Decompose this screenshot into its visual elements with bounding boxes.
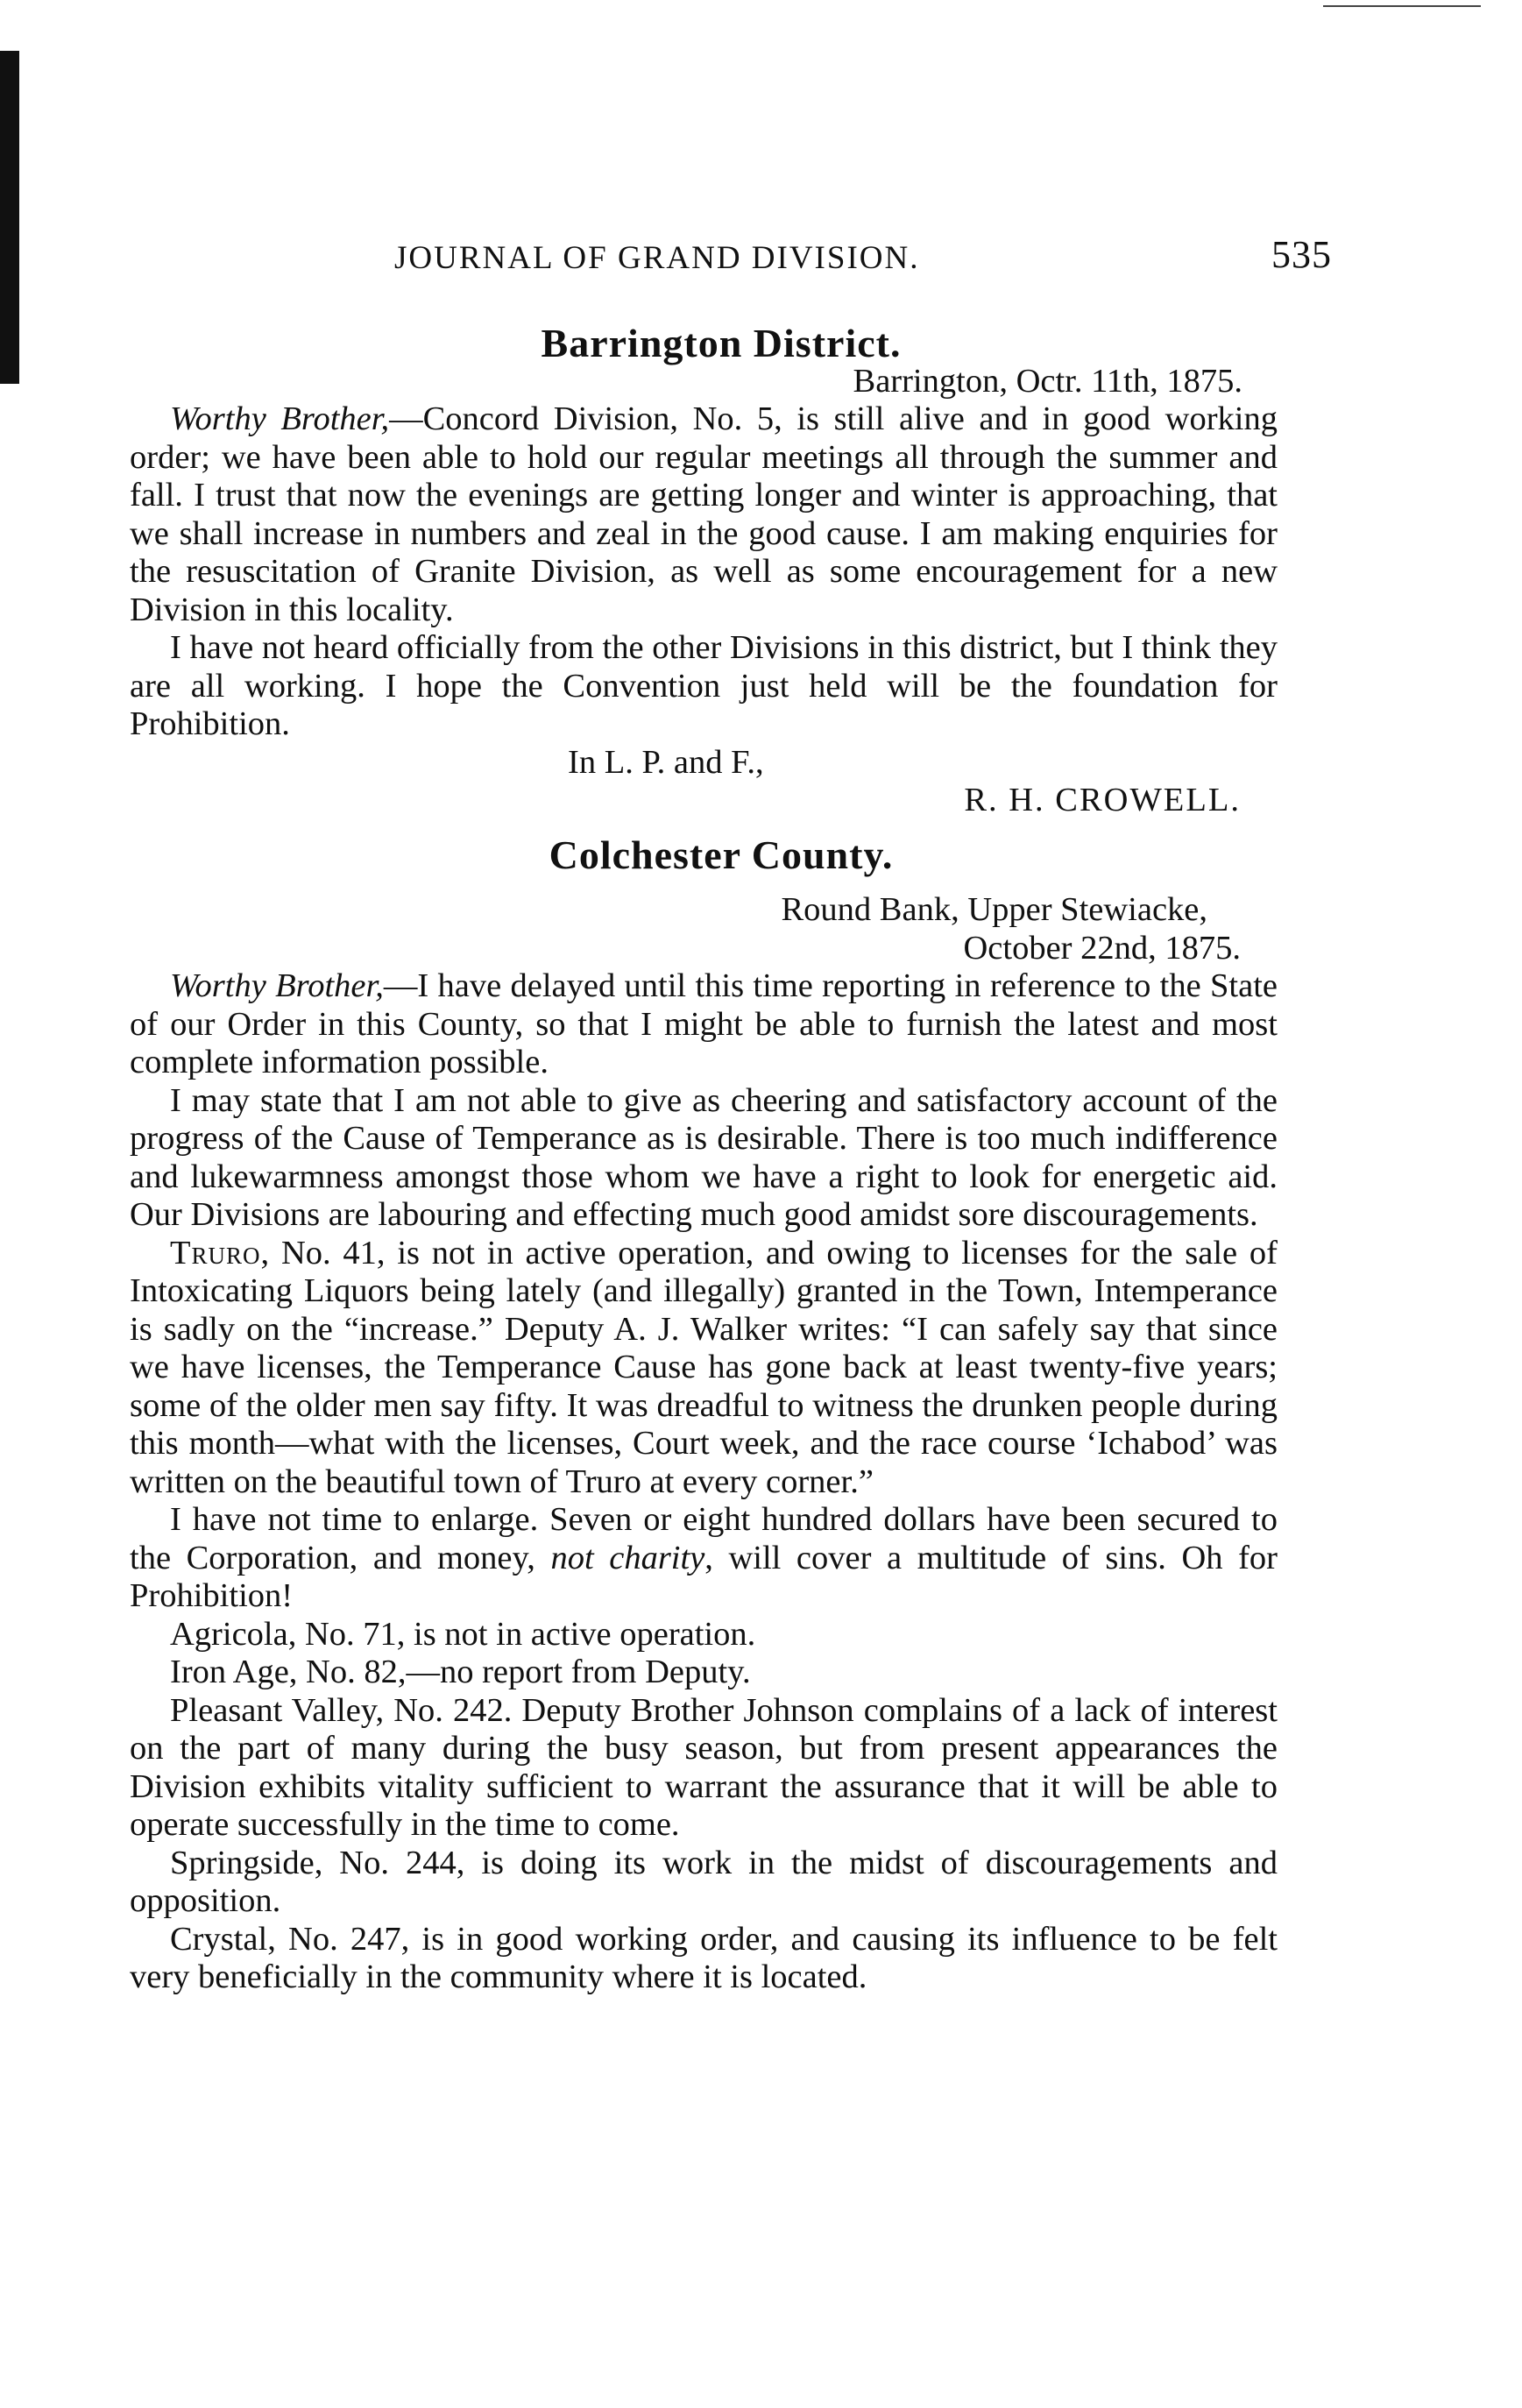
emphasis: not charity <box>550 1539 705 1576</box>
letter-paragraph: Worthy Brother,—I have delayed until this time reporting in reference to the State of our Order in this County, so that I might be able to furnish the latest and most complete information possible. <box>130 967 1278 1080</box>
letter-paragraph: Crystal, No. 247, is in good working order, and causing its influence to be felt very beneficially in the community where it is located. <box>130 1920 1278 1995</box>
section-heading-colchester: Colchester County. <box>549 832 894 877</box>
letter-paragraph: Springside, No. 244, is doing its work in the midst of discouragements and opposition. <box>130 1844 1278 1919</box>
letter-paragraph: I have not heard officially from the other Divisions in this district, but I think they are all working. I hope the Convention just held will be the foundation for Prohibition. <box>130 629 1278 742</box>
letter-paragraph: Worthy Brother,—Concord Division, No. 5, is still alive and in good working order; we have been able to hold our regular meetings all through the summer and fall. I trust that now the evenings are getting longer and winter is approaching, that we shall increase in numbers and zeal in the good cause. I am making enquiries for the resuscitation of Granite Division, as well as some encouragement for a new Division in this locality. <box>130 400 1278 628</box>
letter-paragraph: Pleasant Valley, No. 242. Deputy Brother Johnson complains of a lack of interest on the part of many during the busy season, but from present appearances the Division exhibits vitality sufficient to warrant the assurance that it will be able to operate successfully in the time to come. <box>130 1691 1278 1843</box>
top-rule <box>1323 5 1481 7</box>
letter-paragraph: Iron Age, No. 82,—no report from Deputy. <box>170 1654 751 1690</box>
binding-edge <box>0 51 19 384</box>
division-name: Truro <box>170 1234 261 1271</box>
running-title: JOURNAL OF GRAND DIVISION. <box>394 240 920 276</box>
letter-signature: R. H. CROWELL. <box>964 782 1241 818</box>
letter-paragraph: I may state that I am not able to give as cheering and satisfactory account of the progress of the Cause of Temperance as is desirable. There is too much indifference and lukewarmness amongst those whom we have a right to look for energetic aid. Our Divisions are labouring and effecting much good amidst sore discouragements. <box>130 1081 1278 1233</box>
letter-closing: In L. P. and F., <box>568 743 764 781</box>
letter-paragraph: I have not time to enlarge. Seven or eight hundred dollars have been secured to the Corporation, and money, not charity, will cover a multitude of sins. Oh for Prohibition! <box>130 1501 1278 1614</box>
page-body <box>130 321 1278 1997</box>
letter-place: Round Bank, Upper Stewiacke, <box>781 891 1207 928</box>
section-heading-barrington: Barrington District. <box>541 321 902 365</box>
page-header <box>394 232 1332 285</box>
page-number: 535 <box>1271 233 1332 276</box>
letter-date: October 22nd, 1875. <box>963 929 1241 967</box>
salutation: Worthy Brother, <box>170 967 384 1004</box>
salutation: Worthy Brother, <box>170 400 390 437</box>
letter-dateline: Barrington, Octr. 11th, 1875. <box>853 362 1242 400</box>
letter-paragraph: Agricola, No. 71, is not in active operation. <box>170 1615 756 1653</box>
letter-paragraph: Truro, No. 41, is not in active operation, and owing to licenses for the sale of Intoxicating Liquors being lately (and illegally) granted in the Town, Intemperance is sadly on the “increase.” Deputy A. J. Walker writes: “I can safely say that since we have licenses, the Temperance Cause has gone back at least twenty-five years; some of the older men say fifty. It was dreadful to witness the drunken people during this month—what with the licenses, Court week, and the race course ‘Ichabod’ was written on the beautiful town of Truro at every corner.” <box>130 1234 1278 1500</box>
